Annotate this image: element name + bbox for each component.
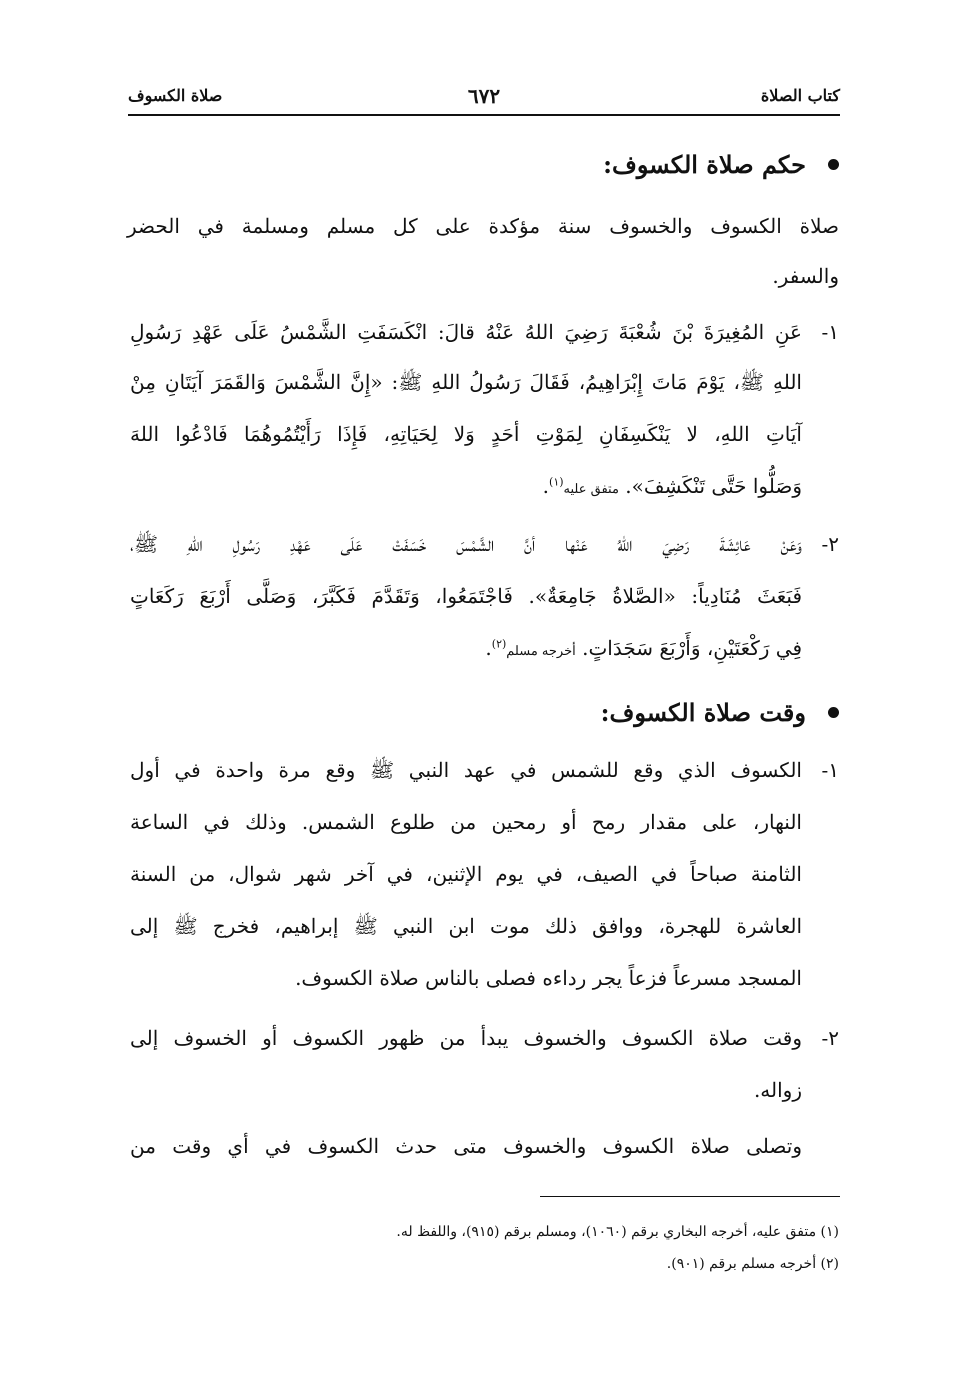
footnote-1: (١) متفق عليه، أخرجه البخاري برقم (١٠٦٠)، ومسلم برقم (٩١٥)، واللفظ له. <box>396 1224 839 1240</box>
page-number: ٦٧٢ <box>467 84 501 108</box>
item-line: المسجد مسرعاً فزعاً يجر رداءه فصلى بالناس صلاة الكسوف. <box>295 966 802 990</box>
section-heading-text: وقت صلاة الكسوف: <box>600 698 806 727</box>
book-title: كتاب الصلاة <box>760 86 840 105</box>
hadith-text: وَصَلُّوا حَتَّى تَنْكَشِفَ». <box>625 474 802 498</box>
hadith-text: فِي رَكْعَتَيْنِ، وَأَرْبَعَ سَجَدَاتٍ. <box>582 636 802 660</box>
hadith-line: فَبَعَثَ مُنَادِياً: «الصَّلاةُ جَامِعَةٌ». فَاجْتَمَعُوا، وَتَقَدَّمَ فَكَبَّرَ، وَصَلَّى أَرْبَعَ رَكَعَاتٍ <box>130 584 802 608</box>
item-line: النهار، على مقدار رمح أو رمحين من طلوع الشمس. وذلك في الساعة <box>130 810 802 834</box>
item-line: زواله. <box>753 1078 802 1102</box>
hadith-line: عَنِ المُغِيرَةَ بْنَ شُعْبَةَ رَضِيَ اللهُ عَنْهُ قالَ: انْكَسَفَتِ الشَّمْسُ عَلَى عَهْدِ رَسُولِ <box>130 320 802 344</box>
hadith-line: وَعَنْ عَائِشَةَ رَضِيَ اللهُ عَنْها أنَّ الشَّمْسَ خَسَفَتْ عَلَى عَهْدِ رَسُولِ اللهِ ﷺ، <box>130 532 802 556</box>
hadith-line-last: وَصَلُّوا حَتَّى تَنْكَشِفَ». متفق عليه$^{(١)}$. <box>542 474 802 498</box>
paragraph-line: صلاة الكسوف والخسوف سنة مؤكدة على كل مسلم ومسلمة في الحضر <box>127 214 840 238</box>
item-number: ١- <box>821 758 839 782</box>
item-line: وقت صلاة الكسوف والخسوف يبدأ من ظهور الكسوف أو الخسوف إلى <box>130 1026 802 1050</box>
running-header <box>128 84 840 116</box>
bullet-icon <box>828 159 839 170</box>
footnote-ref: (١) <box>549 475 564 489</box>
item-line: العاشرة للهجرة، ووافق ذلك موت ابن النبي ﷺ إبراهيم، فخرج ﷺ إلى <box>130 914 802 938</box>
footnote-ref: (٢) <box>491 637 507 651</box>
hadith-citation: أخرجه مسلم <box>506 644 576 659</box>
footnote-2: (٢) أخرجه مسلم برقم (٩٠١). <box>666 1256 839 1272</box>
hadith-number: ٢- <box>821 532 839 556</box>
hadith-line: آيَاتِ اللهِ، لا يَنْكَسِفَانِ لِمَوْتِ أحَدٍ وَلا لِحَيَاتِهِ، فَإِذَا رَأَيْتُمُوهُمَا فَادْعُوا اللهَ <box>130 422 802 446</box>
section-heading-ruling <box>603 150 839 179</box>
item-number: ٢- <box>821 1026 839 1050</box>
paragraph-line: وتصلى صلاة الكسوف والخسوف متى حدث الكسوف في أي وقت من <box>130 1134 803 1158</box>
paragraph-line: والسفر. <box>772 264 839 288</box>
hadith-line: اللهِ ﷺ، يَوْمَ مَاتَ إِبْرَاهِيمُ، فَقَالَ رَسُولُ اللهِ ﷺ: «إِنَّ الشَّمْسَ وَالقَمَرَ آيَتَانِ مِنْ <box>130 370 802 394</box>
footnote-separator <box>540 1196 840 1197</box>
item-line: الكسوف الذي وقع للشمس في عهد النبي ﷺ وقع مرة واحدة في أول <box>130 758 802 782</box>
hadith-citation: متفق عليه <box>563 482 619 497</box>
section-heading-time <box>601 698 839 727</box>
chapter-title: صلاة الكسوف <box>128 86 223 105</box>
item-line: الثامنة صباحاً في الصيف، في يوم الإثنين، في آخر شهر شوال، من السنة <box>130 862 802 886</box>
section-heading-text: حكم صلاة الكسوف: <box>603 150 806 179</box>
hadith-line-last: فِي رَكْعَتَيْنِ، وَأَرْبَعَ سَجَدَاتٍ. أخرجه مسلم$^{(٢)}$. <box>485 636 802 660</box>
hadith-number: ١- <box>821 320 839 344</box>
bullet-icon <box>828 707 839 718</box>
